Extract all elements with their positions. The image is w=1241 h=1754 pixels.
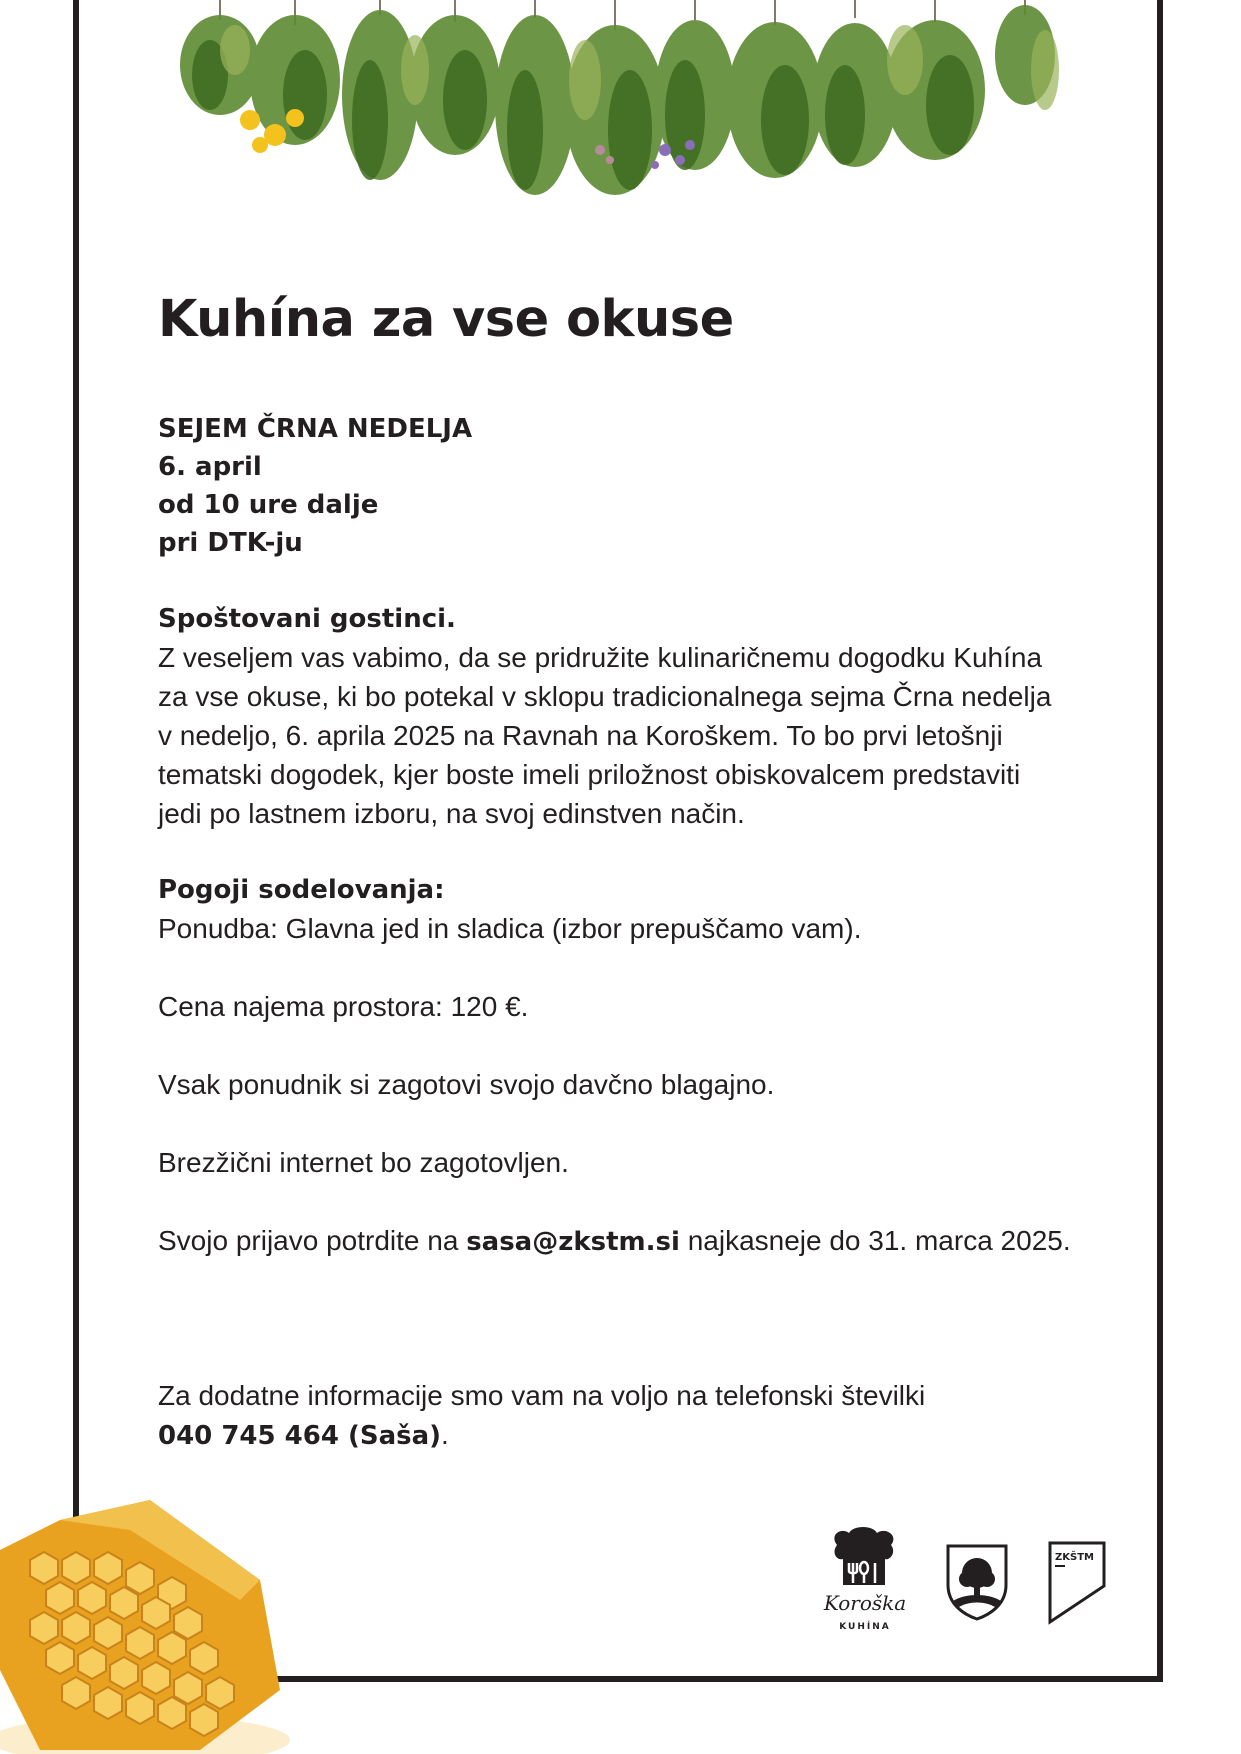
koroska-kuhina-logo bbox=[815, 1525, 915, 1635]
footer-logos bbox=[815, 1525, 1110, 1635]
conditions-wifi: Brezžični internet bo zagotovljen. bbox=[158, 1147, 569, 1178]
greeting: Spoštovani gostinci. bbox=[158, 604, 456, 634]
confirm-prefix: Svojo prijavo potrdite na bbox=[158, 1225, 467, 1256]
event-name: SEJEM ČRNA NEDELJA bbox=[158, 414, 473, 444]
contact-text: Za dodatne informacije smo vam na voljo na telefonski številki bbox=[158, 1380, 926, 1411]
conditions-offer: Ponudba: Glavna jed in sladica (izbor prepuščamo vam). bbox=[158, 913, 862, 944]
contact-end: . bbox=[441, 1419, 449, 1450]
intro-line: za vse okuse, ki bo potekal v sklopu tradicionalnega sejma Črna nedelja bbox=[158, 681, 1052, 712]
intro-line: v nedeljo, 6. aprila 2025 na Ravnah na Koroškem. To bo prvi letošnji bbox=[158, 720, 1003, 751]
event-date: 6. april bbox=[158, 452, 262, 482]
conditions-title: Pogoji sodelovanja: bbox=[158, 875, 445, 905]
kuhina-logo-script: Koroška bbox=[823, 1591, 907, 1615]
conditions-register: Vsak ponudnik si zagotovi svojo davčno blagajno. bbox=[158, 1069, 775, 1100]
conditions-price: Cena najema prostora: 120 €. bbox=[158, 991, 529, 1022]
zkstm-logo bbox=[1047, 1540, 1107, 1626]
conditions-confirm bbox=[158, 1221, 1098, 1262]
contact-phone[interactable]: 040 745 464 (Saša) bbox=[158, 1421, 442, 1451]
invitation-content bbox=[158, 290, 1098, 1456]
event-time: od 10 ure dalje bbox=[158, 490, 379, 520]
event-details bbox=[158, 410, 1098, 562]
hanging-herbs-illustration bbox=[165, 0, 1095, 250]
kuhina-logo-caption: KUHÍNA bbox=[839, 1622, 891, 1632]
confirm-suffix: najkasneje do 31. marca 2025. bbox=[679, 1225, 1071, 1256]
confirm-email-link[interactable]: sasa@zkstm.si bbox=[466, 1227, 680, 1257]
event-place: pri DTK-ju bbox=[158, 528, 303, 558]
intro-line: jedi po lastnem izboru, na svoj edinstven način. bbox=[158, 798, 745, 829]
honeycomb-illustration bbox=[0, 1490, 300, 1754]
page-title: Kuhína za vse okuse bbox=[158, 290, 734, 349]
intro-line: Z veseljem vas vabimo, da se pridružite kulinaričnemu dogodku Kuhína bbox=[158, 642, 1043, 673]
intro-line: tematski dogodek, kjer boste imeli priložnost obiskovalcem predstaviti bbox=[158, 759, 1021, 790]
zkstm-logo-label: ZKŠTM bbox=[1055, 1552, 1094, 1563]
contact-phone-line bbox=[158, 1415, 1098, 1456]
municipality-coat-of-arms-logo bbox=[945, 1543, 1009, 1621]
